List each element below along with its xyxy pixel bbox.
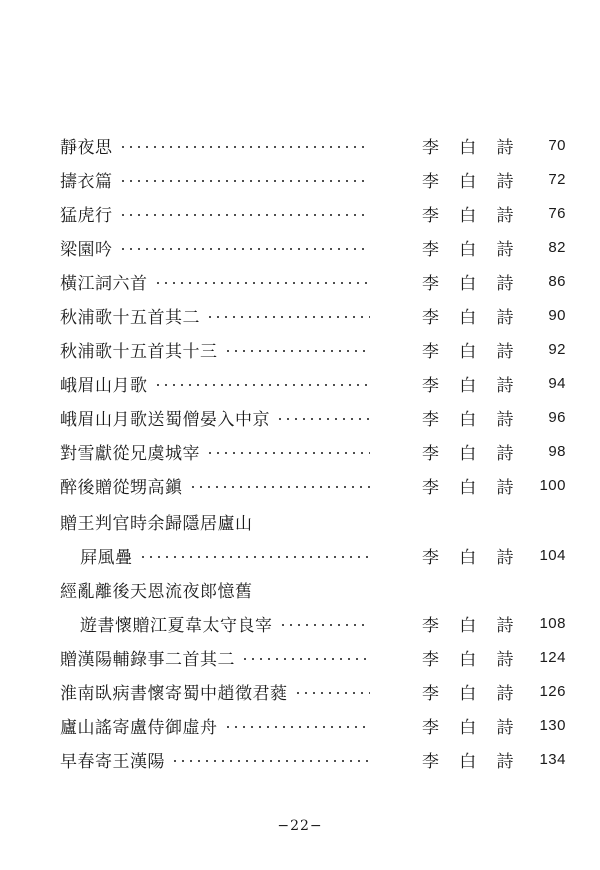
author-char: 李	[422, 273, 440, 294]
entry-title: 梁園吟	[60, 239, 113, 260]
entry-page: 70	[548, 136, 566, 154]
author-char: 李	[422, 341, 440, 362]
entry-title: 遊書懷贈江夏韋太守良宰	[80, 615, 273, 636]
entry-author	[422, 645, 514, 670]
entry-author	[422, 235, 514, 260]
author-char: 白	[459, 137, 477, 158]
author-char: 白	[459, 683, 477, 704]
entry-title: 對雪獻從兄虞城宰	[60, 443, 200, 464]
author-char: 李	[422, 307, 440, 328]
entry-page: 104	[539, 546, 566, 564]
entry-author	[422, 611, 514, 636]
author-char: 白	[459, 205, 477, 226]
author-char: 李	[422, 477, 440, 498]
entry-page: 134	[539, 750, 566, 768]
leader-dots	[119, 214, 371, 216]
author-char: 詩	[496, 615, 514, 636]
toc-row	[60, 130, 566, 160]
entry-page: 126	[539, 682, 566, 700]
toc-row	[80, 608, 566, 638]
author-char: 詩	[496, 239, 514, 260]
entry-page: 92	[548, 340, 566, 358]
toc-row	[60, 402, 566, 432]
entry-page: 76	[548, 204, 566, 222]
toc-row	[60, 642, 566, 672]
leader-dots	[119, 146, 371, 148]
entry-page: 86	[548, 272, 566, 290]
author-char: 白	[459, 341, 477, 362]
author-char: 李	[422, 137, 440, 158]
leader-dots	[154, 282, 371, 284]
entry-title: 橫江詞六首	[60, 273, 148, 294]
author-char: 詩	[496, 649, 514, 670]
entry-author	[422, 371, 514, 396]
entry-title: 靜夜思	[60, 137, 113, 158]
entry-page: 72	[548, 170, 566, 188]
author-char: 白	[459, 239, 477, 260]
entry-author	[422, 167, 514, 192]
entry-author	[422, 439, 514, 464]
author-char: 李	[422, 751, 440, 772]
entry-title: 醉後贈從甥高鎭	[60, 477, 183, 498]
leader-dots	[154, 384, 371, 386]
author-char: 李	[422, 547, 440, 568]
author-char: 白	[459, 409, 477, 430]
author-char: 詩	[496, 137, 514, 158]
author-char: 白	[459, 615, 477, 636]
entry-author	[422, 747, 514, 772]
author-char: 詩	[496, 307, 514, 328]
author-char: 白	[459, 477, 477, 498]
entry-title: 屛風疊	[80, 547, 133, 568]
page-number-footer: −22−	[277, 818, 323, 834]
author-char: 詩	[496, 683, 514, 704]
entry-title: 峨眉山月歌	[60, 375, 148, 396]
author-char: 白	[459, 443, 477, 464]
author-char: 白	[459, 547, 477, 568]
entry-title: 廬山謠寄盧侍御虛舟	[60, 717, 218, 738]
entry-title: 淮南臥病書懷寄蜀中趙徵君蕤	[60, 683, 288, 704]
author-char: 白	[459, 717, 477, 738]
author-char: 白	[459, 273, 477, 294]
leader-dots	[206, 452, 370, 454]
entry-title: 秋浦歌十五首其二	[60, 307, 200, 328]
author-char: 詩	[496, 171, 514, 192]
entry-page: 96	[548, 408, 566, 426]
entry-author	[422, 473, 514, 498]
author-char: 李	[422, 683, 440, 704]
toc-row	[80, 540, 566, 570]
leader-dots	[276, 418, 370, 420]
author-char: 詩	[496, 717, 514, 738]
author-char: 詩	[496, 547, 514, 568]
author-char: 詩	[496, 205, 514, 226]
author-char: 詩	[496, 341, 514, 362]
entry-author	[422, 303, 514, 328]
entry-author	[422, 405, 514, 430]
author-char: 詩	[496, 751, 514, 772]
entry-author	[422, 133, 514, 158]
leader-dots	[224, 350, 371, 352]
entry-author	[422, 543, 514, 568]
entry-author	[422, 713, 514, 738]
entry-title: 贈王判官時余歸隱居廬山	[60, 513, 253, 534]
entry-title: 秋浦歌十五首其十三	[60, 341, 218, 362]
leader-dots	[279, 624, 371, 626]
leader-dots	[189, 486, 371, 488]
toc-row	[60, 470, 566, 500]
leader-dots	[171, 760, 370, 762]
entry-title: 擣衣篇	[60, 171, 113, 192]
author-char: 詩	[496, 375, 514, 396]
entry-title: 經亂離後天恩流夜郞憶舊	[60, 581, 253, 602]
author-char: 詩	[496, 409, 514, 430]
entry-page: 90	[548, 306, 566, 324]
author-char: 李	[422, 615, 440, 636]
author-char: 白	[459, 307, 477, 328]
entry-author	[422, 679, 514, 704]
author-char: 白	[459, 751, 477, 772]
leader-dots	[206, 316, 370, 318]
author-char: 李	[422, 443, 440, 464]
entry-page: 124	[539, 648, 566, 666]
leader-dots	[119, 248, 371, 250]
leader-dots	[241, 658, 370, 660]
toc-row	[60, 368, 566, 398]
author-char: 詩	[496, 477, 514, 498]
author-char: 李	[422, 205, 440, 226]
toc-row	[60, 506, 566, 536]
author-char: 李	[422, 717, 440, 738]
entry-page: 108	[539, 614, 566, 632]
entry-title: 峨眉山月歌送蜀僧晏入中京	[60, 409, 270, 430]
toc-row	[60, 436, 566, 466]
entry-page: 100	[539, 476, 566, 494]
entry-author	[422, 201, 514, 226]
leader-dots	[294, 692, 371, 694]
leader-dots	[139, 556, 371, 558]
author-char: 白	[459, 171, 477, 192]
toc-row	[60, 744, 566, 774]
author-char: 李	[422, 171, 440, 192]
toc-row	[60, 710, 566, 740]
toc-row	[60, 574, 566, 604]
leader-dots	[224, 726, 371, 728]
toc-row	[60, 334, 566, 364]
toc-row	[60, 198, 566, 228]
author-char: 白	[459, 375, 477, 396]
author-char: 李	[422, 239, 440, 260]
toc-row	[60, 676, 566, 706]
entry-page: 94	[548, 374, 566, 392]
toc-row	[60, 266, 566, 296]
entry-title: 猛虎行	[60, 205, 113, 226]
toc-row	[60, 300, 566, 330]
author-char: 李	[422, 375, 440, 396]
author-char: 李	[422, 649, 440, 670]
entry-title: 早春寄王漢陽	[60, 751, 165, 772]
entry-author	[422, 269, 514, 294]
entry-page: 82	[548, 238, 566, 256]
toc-row	[60, 232, 566, 262]
entry-author	[422, 337, 514, 362]
toc-row	[60, 164, 566, 194]
author-char: 白	[459, 649, 477, 670]
author-char: 詩	[496, 443, 514, 464]
author-char: 李	[422, 409, 440, 430]
entry-page: 98	[548, 442, 566, 460]
entry-title: 贈漢陽輔錄事二首其二	[60, 649, 235, 670]
author-char: 詩	[496, 273, 514, 294]
entry-page: 130	[539, 716, 566, 734]
leader-dots	[119, 180, 371, 182]
